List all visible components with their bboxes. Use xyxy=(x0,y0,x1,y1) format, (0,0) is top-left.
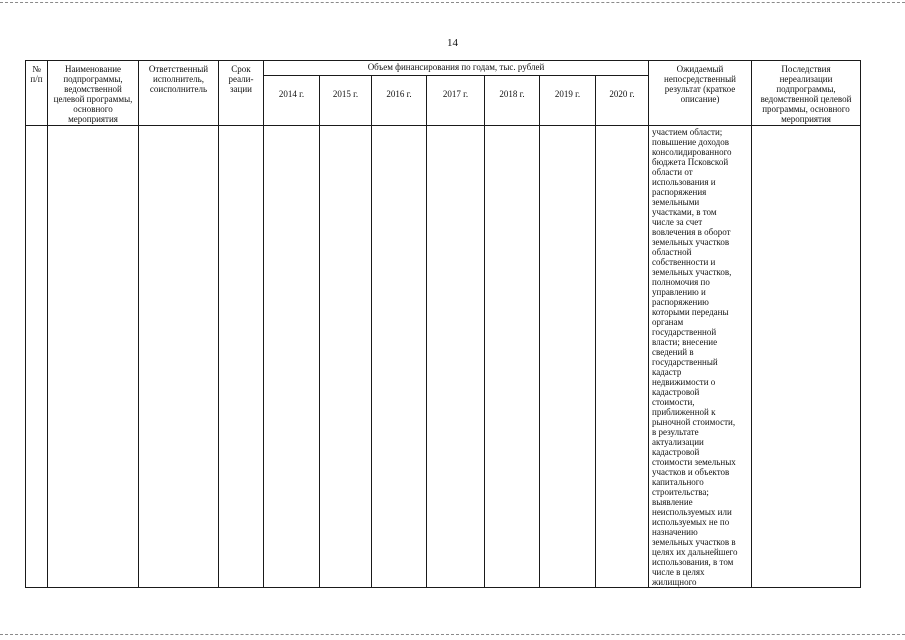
header-name: Наименование подпрограммы, ведомственной целевой программы, основного мероприятия xyxy=(48,61,139,126)
cell-year-2015 xyxy=(320,126,372,588)
header-year-2014: 2014 г. xyxy=(264,76,320,126)
cell-year-2020 xyxy=(596,126,649,588)
header-funding-group: Объем финансирования по годам, тыс. рублей xyxy=(264,61,649,76)
table-row xyxy=(26,126,861,588)
scan-edge-bottom xyxy=(0,634,905,635)
header-term: Срок реали- зации xyxy=(219,61,264,126)
cell-name xyxy=(48,126,139,588)
header-year-2020: 2020 г. xyxy=(596,76,649,126)
header-year-2016: 2016 г. xyxy=(372,76,427,126)
header-executor: Ответственный исполнитель, соисполнитель xyxy=(139,61,219,126)
header-year-2017: 2017 г. xyxy=(427,76,485,126)
header-result: Ожидаемый непосредственный результат (краткое описание) xyxy=(649,61,752,126)
header-year-2015: 2015 г. xyxy=(320,76,372,126)
program-table xyxy=(25,60,861,588)
scan-edge-top xyxy=(0,2,905,3)
cell-executor xyxy=(139,126,219,588)
header-year-2018: 2018 г. xyxy=(485,76,540,126)
cell-result: участием области; повышение доходов консолидированного бюджета Псковской области от использования и распоряжения земельными участками, в том числе за счет вовлечения в оборот земельных участков областной собственности и земельных участков, полномочия по управлению и распоряжению которыми переданы органам государственной власти; внесение сведений в государственный кадастр недвижимости о кадастровой стоимости, приближенной к рыночной стоимости, в результате актуализации кадастровой стоимости земельных участков и объектов капитального строительства; выявление неиспользуемых или используемых не по назначению земельных участков в целях их дальнейшего использования, в том числе в целях жилищного xyxy=(649,126,752,588)
cell-year-2017 xyxy=(427,126,485,588)
cell-year-2014 xyxy=(264,126,320,588)
cell-term xyxy=(219,126,264,588)
page-number: 14 xyxy=(447,37,458,49)
header-year-2019: 2019 г. xyxy=(540,76,596,126)
cell-year-2016 xyxy=(372,126,427,588)
header-consequences: Последствия нереализации подпрограммы, ведомственной целевой программы, основного мероприятия xyxy=(752,61,861,126)
header-num: № п/п xyxy=(26,61,48,126)
cell-num xyxy=(26,126,48,588)
cell-consequences xyxy=(752,126,861,588)
cell-year-2018 xyxy=(485,126,540,588)
cell-year-2019 xyxy=(540,126,596,588)
